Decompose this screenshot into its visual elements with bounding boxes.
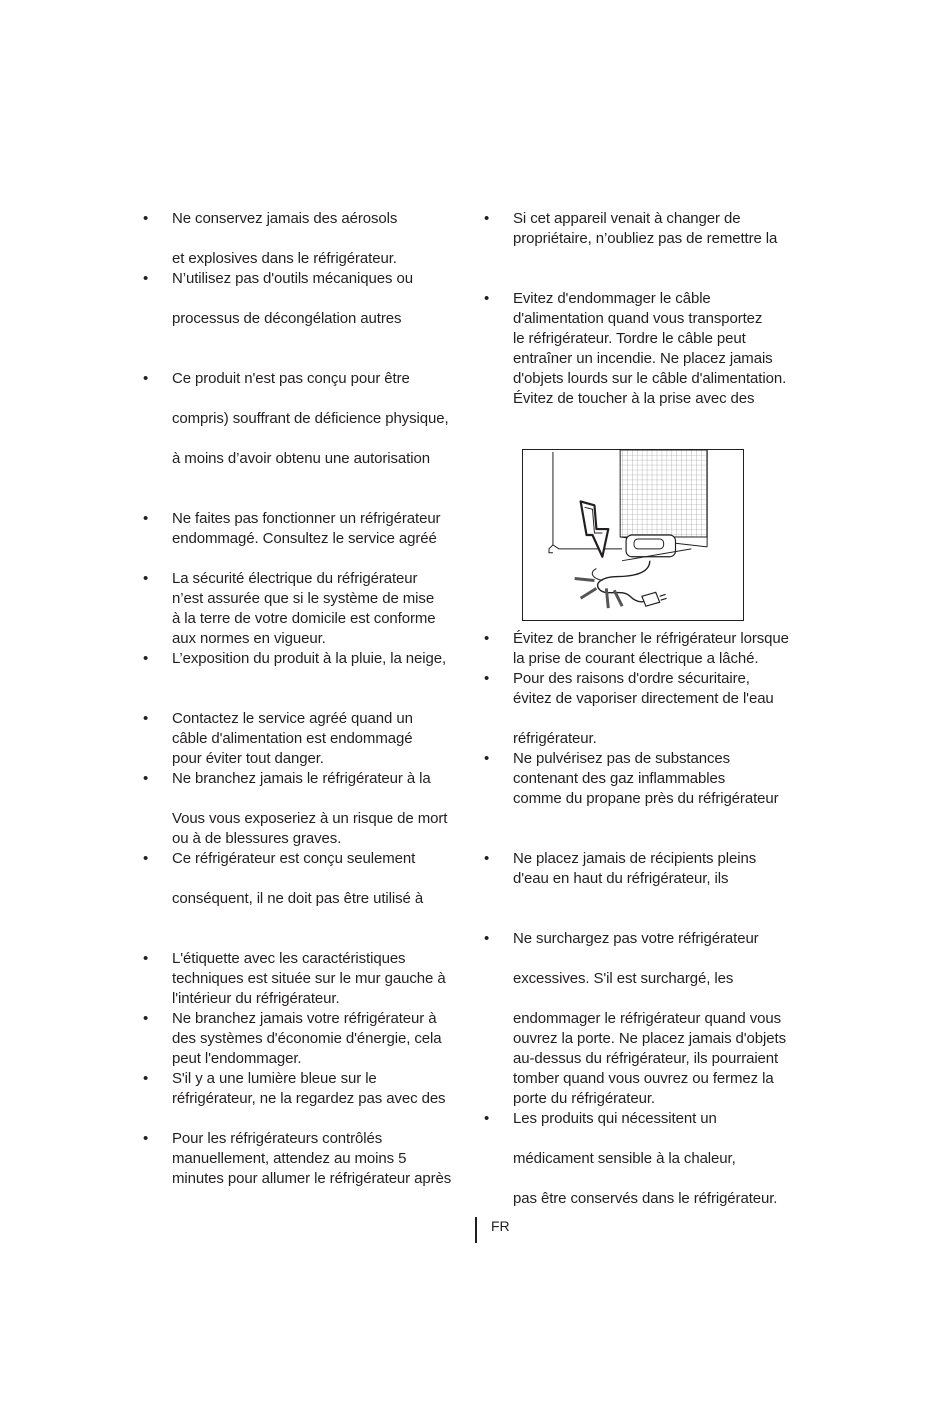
- bullet-icon: •: [143, 570, 149, 587]
- body-text-line: à la terre de votre domicile est conforme: [172, 610, 436, 627]
- bullet-icon: •: [143, 650, 149, 667]
- body-text-line: réfrigérateur.: [513, 730, 597, 747]
- page-language-label: FR: [491, 1218, 510, 1234]
- body-text-line: Ne conservez jamais des aérosols: [172, 210, 398, 227]
- body-text-line: Pour des raisons d'ordre sécuritaire,: [513, 670, 750, 687]
- body-text-line: médicament sensible à la chaleur,: [513, 1150, 736, 1167]
- bullet-icon: •: [484, 210, 490, 227]
- body-text-line: Évitez de toucher à la prise avec des: [513, 390, 755, 407]
- body-text-line: peut l'endommager.: [172, 1050, 302, 1067]
- bullet-icon: •: [143, 1130, 149, 1147]
- body-text-line: compris) souffrant de déficience physique,: [172, 410, 449, 427]
- bullet-icon: •: [143, 850, 149, 867]
- body-text-line: ouvrez la porte. Ne placez jamais d'objets: [513, 1030, 786, 1047]
- bullet-icon: •: [484, 630, 490, 647]
- body-text-line: Ne faites pas fonctionner un réfrigérateur: [172, 510, 441, 527]
- body-text-line: excessives. S'il est surchargé, les: [513, 970, 734, 987]
- body-text-line: propriétaire, n’oubliez pas de remettre la: [513, 230, 778, 247]
- body-text-line: à moins d’avoir obtenu une autorisation: [172, 450, 430, 467]
- body-text-line: Évitez de brancher le réfrigérateur lorsque: [513, 630, 789, 647]
- bullet-icon: •: [143, 210, 149, 227]
- body-text-line: L'étiquette avec les caractéristiques: [172, 950, 406, 967]
- bullet-icon: •: [143, 270, 149, 287]
- body-text-line: contenant des gaz inflammables: [513, 770, 726, 787]
- bullet-icon: •: [143, 1010, 149, 1027]
- body-text-line: comme du propane près du réfrigérateur: [513, 790, 779, 807]
- body-text-line: le réfrigérateur. Tordre le câble peut: [513, 330, 746, 347]
- bullet-icon: •: [484, 850, 490, 867]
- body-text-line: techniques est située sur le mur gauche à: [172, 970, 446, 987]
- body-text-line: endommagé. Consultez le service agréé: [172, 530, 437, 547]
- body-text-line: Ne pulvérisez pas de substances: [513, 750, 731, 767]
- bullet-icon: •: [484, 290, 490, 307]
- bullet-icon: •: [143, 950, 149, 967]
- body-text-line: n’est assurée que si le système de mise: [172, 590, 435, 607]
- body-text-line: N’utilisez pas d'outils mécaniques ou: [172, 270, 413, 287]
- body-text-line: porte du réfrigérateur.: [513, 1090, 655, 1107]
- body-text-line: conséquent, il ne doit pas être utilisé à: [172, 890, 424, 907]
- body-text-line: l'intérieur du réfrigérateur.: [172, 990, 340, 1007]
- body-text-line: pas être conservés dans le réfrigérateur.: [513, 1190, 778, 1207]
- body-text-line: entraîner un incendie. Ne placez jamais: [513, 350, 773, 367]
- body-text-line: endommager le réfrigérateur quand vous: [513, 1010, 782, 1027]
- body-text-line: ou à de blessures graves.: [172, 830, 342, 847]
- bullet-icon: •: [484, 750, 490, 767]
- body-text-line: manuellement, attendez au moins 5: [172, 1150, 407, 1167]
- bullet-icon: •: [143, 710, 149, 727]
- body-text-line: câble d'alimentation est endommagé: [172, 730, 413, 747]
- bullet-icon: •: [143, 770, 149, 787]
- body-text-line: minutes pour allumer le réfrigérateur après: [172, 1170, 452, 1187]
- body-text-line: et explosives dans le réfrigérateur.: [172, 250, 397, 267]
- body-text-line: Ce produit n'est pas conçu pour être: [172, 370, 410, 387]
- body-text-line: Ne placez jamais de récipients pleins: [513, 850, 757, 867]
- body-text-line: Pour les réfrigérateurs contrôlés: [172, 1130, 383, 1147]
- body-text-line: aux normes en vigueur.: [172, 630, 326, 647]
- bullet-icon: •: [143, 510, 149, 527]
- bullet-icon: •: [484, 1110, 490, 1127]
- body-text-line: Si cet appareil venait à changer de: [513, 210, 741, 227]
- bullet-icon: •: [484, 670, 490, 687]
- body-text-line: L’exposition du produit à la pluie, la neige,: [172, 650, 447, 667]
- body-text-line: Contactez le service agréé quand un: [172, 710, 413, 727]
- body-text-line: Ne branchez jamais le réfrigérateur à la: [172, 770, 431, 787]
- body-text-line: d'objets lourds sur le câble d'alimentation.: [513, 370, 787, 387]
- footer-divider: [475, 1217, 477, 1243]
- refrigerator-power-cord-illustration: [522, 449, 744, 621]
- bullet-icon: •: [484, 930, 490, 947]
- body-text-line: évitez de vaporiser directement de l'eau: [513, 690, 774, 707]
- body-text-line: pour éviter tout danger.: [172, 750, 324, 767]
- body-text-line: La sécurité électrique du réfrigérateur: [172, 570, 418, 587]
- body-text-line: Ne surchargez pas votre réfrigérateur: [513, 930, 759, 947]
- body-text-line: Les produits qui nécessitent un: [513, 1110, 717, 1127]
- body-text-line: au-dessus du réfrigérateur, ils pourraient: [513, 1050, 779, 1067]
- body-text-line: la prise de courant électrique a lâché.: [513, 650, 759, 667]
- body-text-line: Ne branchez jamais votre réfrigérateur à: [172, 1010, 437, 1027]
- bullet-icon: •: [143, 370, 149, 387]
- body-text-line: tomber quand vous ouvrez ou fermez la: [513, 1070, 774, 1087]
- body-text-line: des systèmes d'économie d'énergie, cela: [172, 1030, 442, 1047]
- bullet-icon: •: [143, 1070, 149, 1087]
- body-text-line: d'eau en haut du réfrigérateur, ils: [513, 870, 729, 887]
- body-text-line: processus de décongélation autres: [172, 310, 402, 327]
- body-text-line: réfrigérateur, ne la regardez pas avec des: [172, 1090, 446, 1107]
- body-text-line: Vous vous exposeriez à un risque de mort: [172, 810, 448, 827]
- body-text-line: S'il y a une lumière bleue sur le: [172, 1070, 377, 1087]
- body-text-line: Ce réfrigérateur est conçu seulement: [172, 850, 416, 867]
- body-text-line: d'alimentation quand vous transportez: [513, 310, 763, 327]
- body-text-line: Evitez d'endommager le câble: [513, 290, 711, 307]
